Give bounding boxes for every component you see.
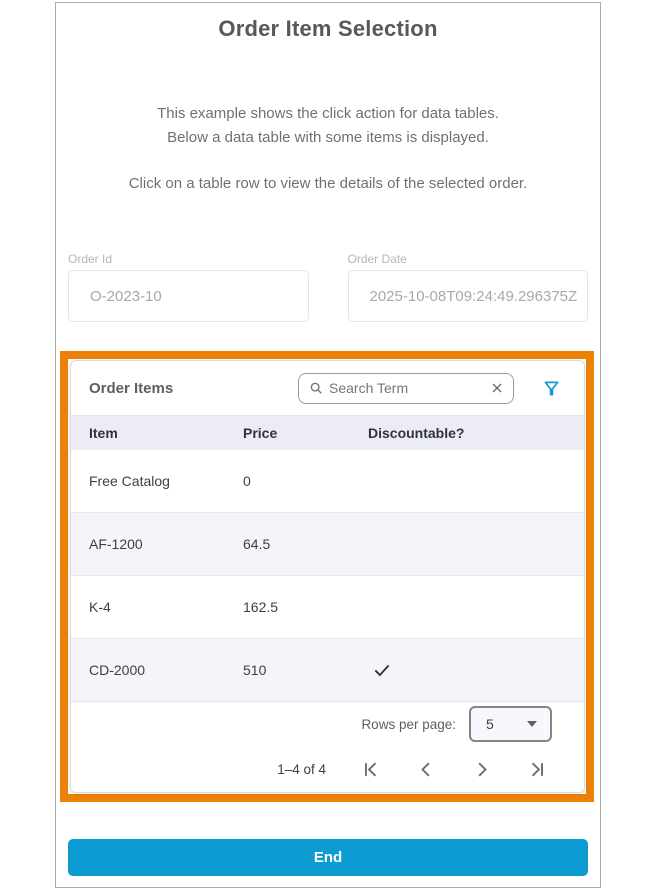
column-header-discountable: Discountable? bbox=[368, 425, 465, 441]
table-row[interactable] bbox=[71, 450, 584, 513]
first-page-icon[interactable] bbox=[362, 760, 381, 779]
table-row[interactable] bbox=[71, 513, 584, 576]
clear-search-icon[interactable] bbox=[490, 381, 504, 395]
check-icon bbox=[372, 660, 584, 680]
table-title: Order Items bbox=[89, 379, 174, 397]
cell-price: 64.5 bbox=[243, 536, 271, 552]
column-header-price: Price bbox=[243, 425, 278, 441]
cell-item: AF-1200 bbox=[89, 536, 143, 552]
search-input[interactable] bbox=[329, 380, 484, 396]
rows-per-page-value: 5 bbox=[486, 716, 494, 732]
cell-price: 162.5 bbox=[243, 599, 279, 615]
form-card bbox=[55, 2, 601, 888]
table-row[interactable] bbox=[71, 576, 584, 639]
rows-per-page-bar bbox=[71, 702, 584, 746]
instruction-text: Click on a table row to view the details of the selected order. bbox=[128, 175, 528, 192]
cell-item: CD-2000 bbox=[89, 662, 146, 678]
previous-page-icon[interactable] bbox=[417, 760, 436, 779]
order-id-field bbox=[68, 252, 309, 322]
table-header-row bbox=[71, 415, 584, 450]
order-id-label: Order Id bbox=[68, 252, 113, 266]
caret-down-icon bbox=[527, 721, 537, 727]
search-icon bbox=[309, 381, 323, 395]
search-box bbox=[298, 373, 514, 404]
cell-price: 510 bbox=[243, 662, 267, 678]
column-header-item: Item bbox=[89, 425, 118, 441]
order-items-table bbox=[70, 360, 585, 793]
order-id-input[interactable] bbox=[68, 270, 309, 322]
order-fields bbox=[68, 252, 588, 322]
page-title: Order Item Selection bbox=[218, 16, 438, 41]
last-page-icon[interactable] bbox=[527, 760, 546, 779]
table-body bbox=[71, 450, 584, 702]
order-date-input[interactable] bbox=[348, 270, 589, 322]
intro-line-2: Below a data table with some items is displayed. bbox=[167, 129, 489, 146]
cell-price: 0 bbox=[243, 473, 251, 489]
rows-per-page-label: Rows per page: bbox=[361, 716, 456, 732]
intro-text bbox=[56, 102, 600, 150]
intro-line-1: This example shows the click action for data tables. bbox=[157, 105, 499, 122]
cell-item: K-4 bbox=[89, 599, 111, 615]
cell-discountable bbox=[368, 660, 584, 680]
order-date-field bbox=[348, 252, 589, 322]
order-date-label: Order Date bbox=[347, 252, 407, 266]
table-toolbar bbox=[71, 361, 584, 415]
cell-item: Free Catalog bbox=[89, 473, 170, 489]
table-row[interactable] bbox=[71, 639, 584, 702]
pagination-bar bbox=[71, 746, 584, 792]
pagination-range: 1–4 of 4 bbox=[277, 761, 326, 777]
filter-icon[interactable] bbox=[541, 378, 562, 399]
end-button[interactable]: End bbox=[68, 839, 588, 876]
next-page-icon[interactable] bbox=[472, 760, 491, 779]
rows-per-page-select[interactable] bbox=[469, 706, 552, 742]
